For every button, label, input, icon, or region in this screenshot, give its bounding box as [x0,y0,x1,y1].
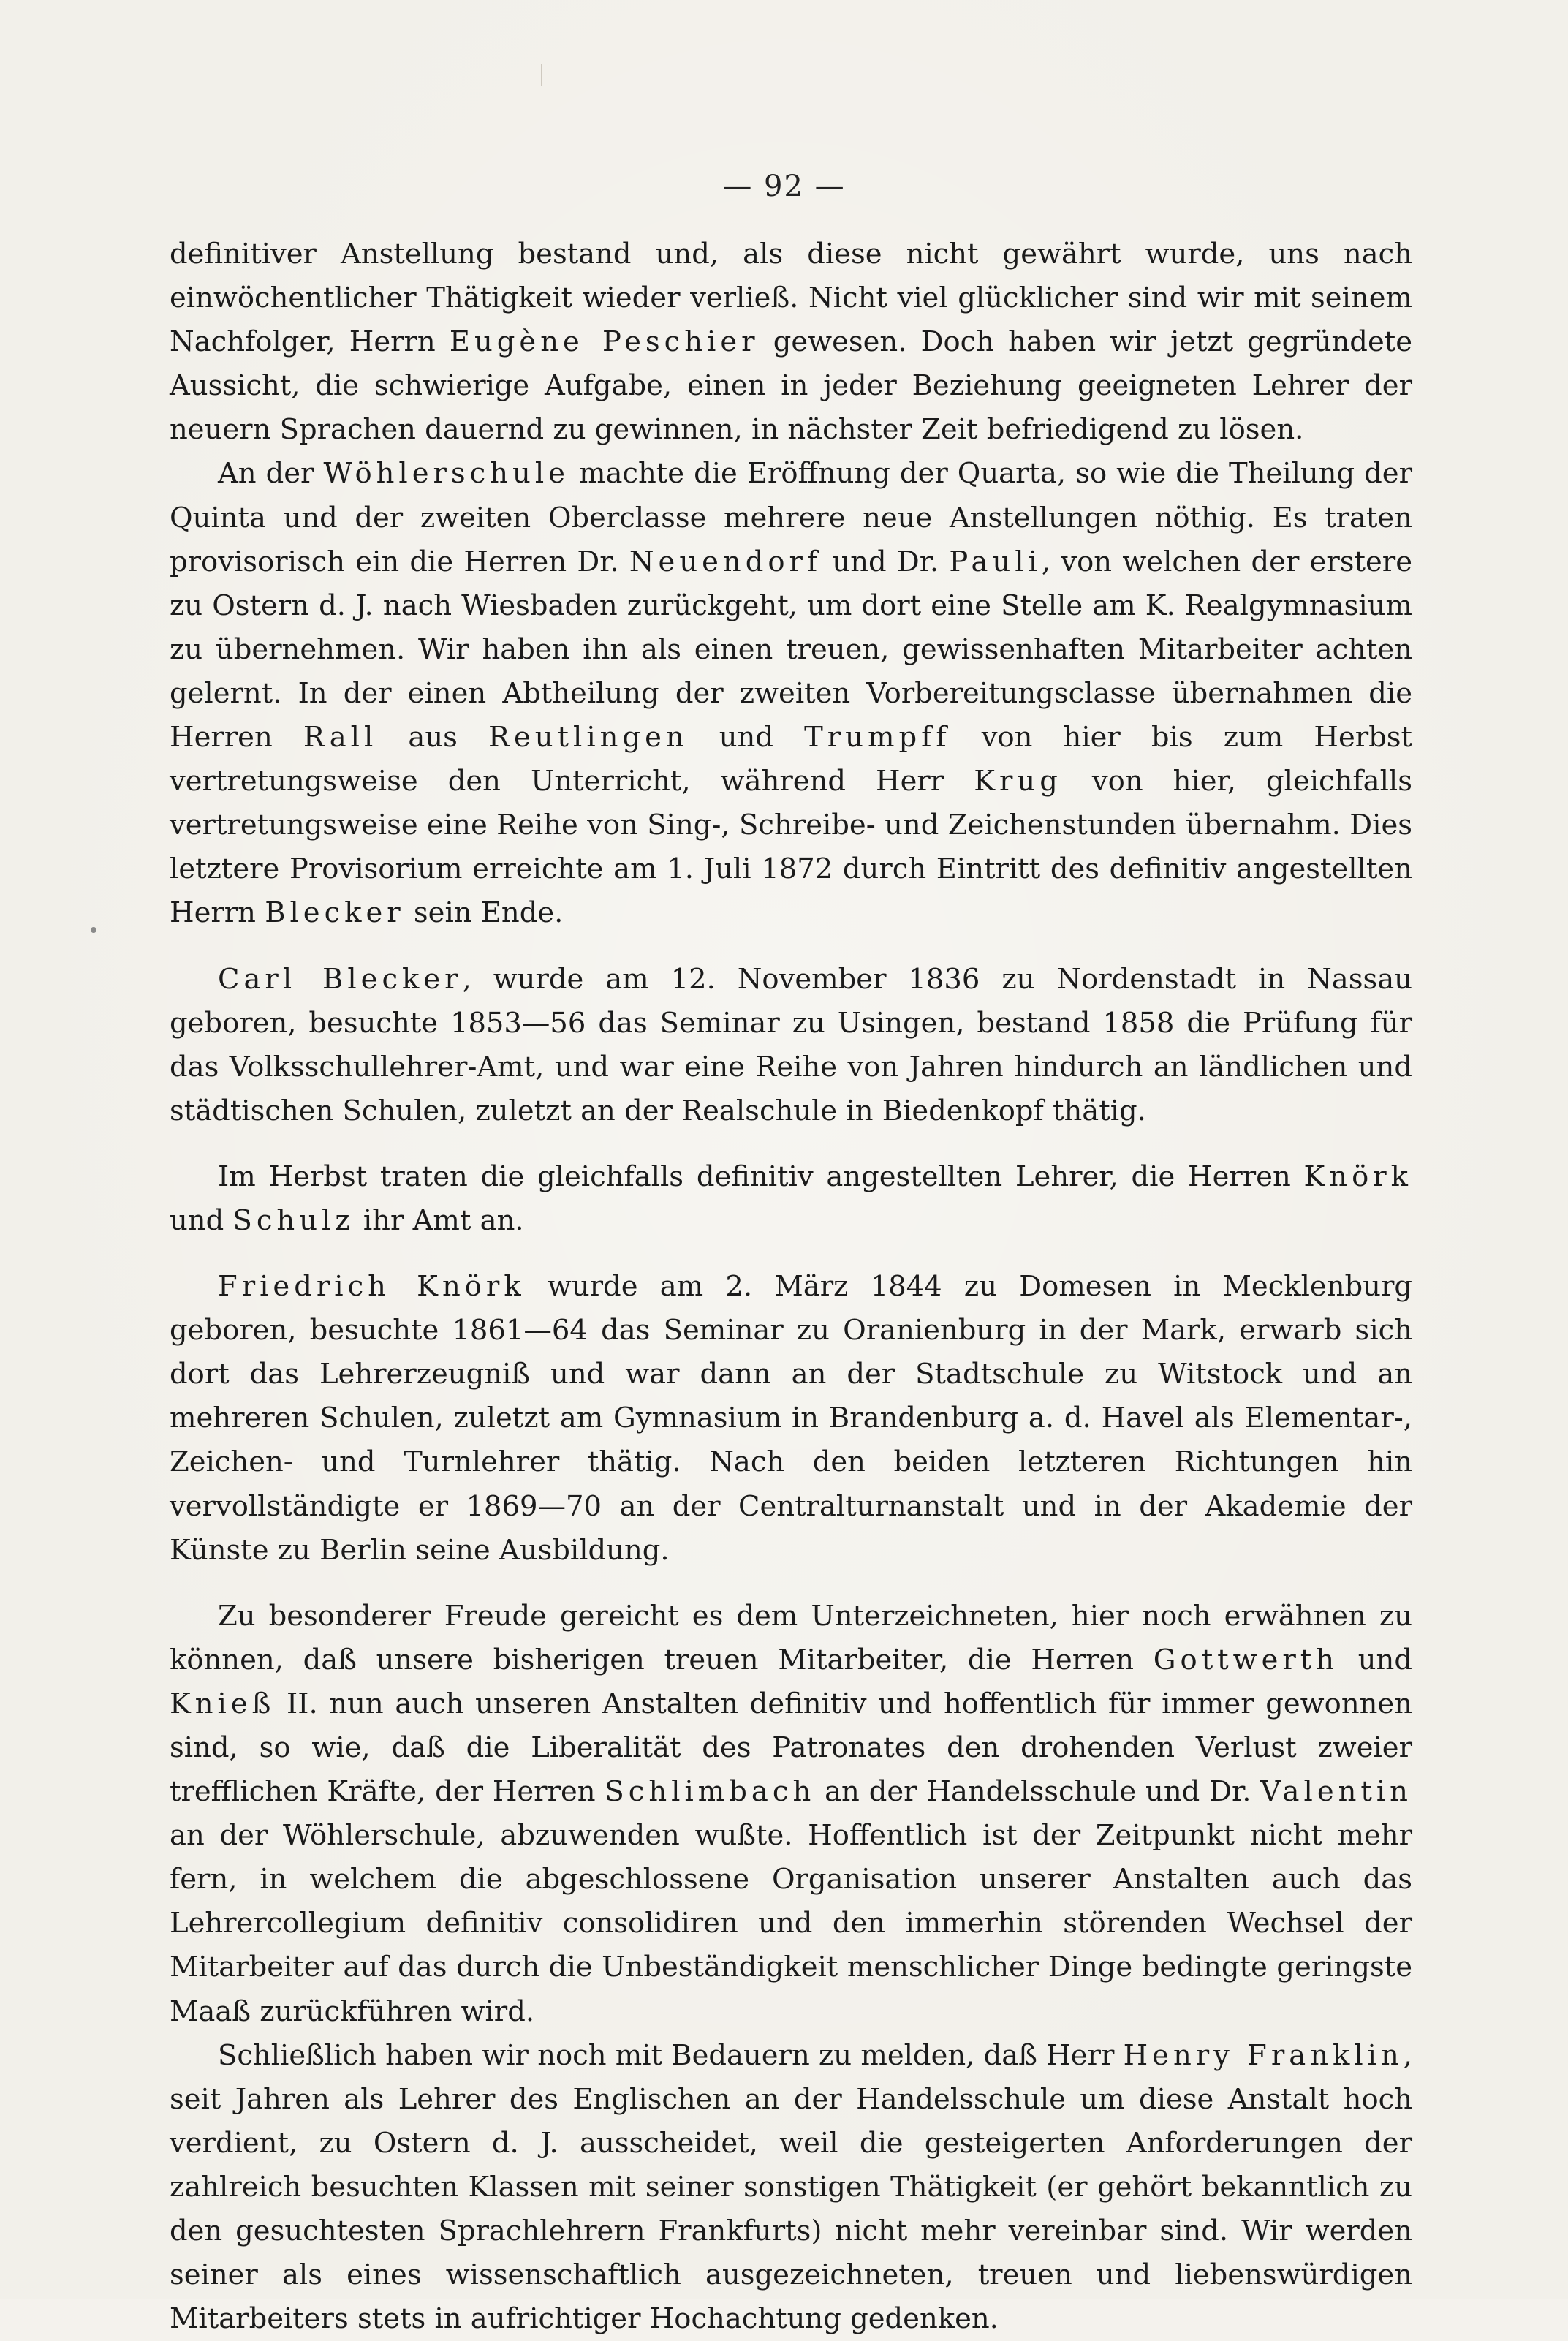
text-run: An der [218,457,324,491]
spaced-name: Blecker [265,896,405,930]
text-run: und [170,1203,233,1237]
text-run: gewesen. Doch haben wir jetzt gegründete Aussicht, die schwierige Aufgabe, einen in jeder Beziehung geeigneten Lehrer der neuern Sprachen dauernd zu gewinnen, in nächster Zeit befriedigend zu lösen. [170,325,1412,447]
paragraph [170,232,1412,452]
spaced-name: Knieß [170,1687,276,1720]
spaced-name: Knörk [1303,1160,1412,1193]
spaced-name: Schulz [232,1203,355,1237]
text-run: definitiver Anstellung bestand und, als diese nicht gewährt wurde, uns nach einwöchentlicher Thätigkeit wieder verließ. Nicht viel glücklicher sind wir mit seinem Nachfolger, Herrn [170,238,1412,359]
paper-mark [541,64,542,86]
paragraph [170,1155,1412,1243]
spaced-name: Friedrich Knörk [218,1270,526,1304]
body-text [170,232,1412,2341]
spaced-name: Henry Franklin [1123,2038,1404,2072]
text-run: machte die Eröffnung der Quarta, so wie die Theilung der Quinta und der zweiten Oberclasse mehrere neue Anstellungen nöthig. Es traten provisorisch ein die Herren Dr. [170,457,1412,578]
text-run: an der Handelsschule und Dr. [815,1775,1261,1809]
margin-dot [91,927,96,933]
spaced-name: Krug [974,765,1062,798]
spaced-name: Neuendorf [629,545,822,578]
text-run: wurde am 2. März 1844 zu Domesen in Mecklenburg geboren, besuchte 1861—64 das Seminar zu Oranienburg in der Mark, erwarb sich dort das Lehrerzeugniß und war dann an der Stadtschule zu Witstock und an mehreren Schulen, zuletzt am Gymnasium in Brandenburg a. d. Havel als Elementar-, Zeichen- und Turnlehrer thätig. Nach den beiden letzteren Richtungen hin vervollständigte er 1869—70 an der Centralturnanstalt und in der Akademie der Künste zu Berlin seine Ausbildung. [170,1270,1412,1567]
spaced-name: Pauli [949,545,1042,578]
paragraph [170,2034,1412,2341]
text-run: und [1338,1643,1412,1676]
paragraph [170,452,1412,935]
text-run: an der Wöhlerschule, abzuwenden wußte. Hoffentlich ist der Zeitpunkt nicht mehr fern, in welchem die abgeschlossene Organisation unserer Anstalten auch das Lehrercollegium definitiv consolidiren und den immerhin störenden Wechsel der Mitarbeiter auf das durch die Unbeständigkeit menschlicher Dinge bedingte geringste Maaß zurückführen wird. [170,1819,1412,2028]
page-number: — 92 — [722,170,846,203]
spaced-name: Reutlingen [488,721,689,755]
spaced-name: Eugène Peschier [449,325,760,359]
text-run: , wurde am 12. November 1836 zu Nordenstadt in Nassau geboren, besuchte 1853—56 das Seminar zu Usingen, bestand 1858 die Prüfung für das Volksschullehrer-Amt, und war eine Reihe von Jahren hindurch an ländlichen und städtischen Schulen, zuletzt an der Realschule in Biedenkopf thätig. [170,962,1412,1127]
spaced-name: Trumpff [804,721,951,755]
text-run: II. nun auch unseren Anstalten definitiv und hoffentlich für immer gewonnen sind, so wie, daß die Liberalität des Patronates den drohenden Verlust zweier trefflichen Kräfte, der Herren [170,1687,1412,1809]
text-run: und Dr. [822,545,950,578]
text-run: ihr Amt an. [354,1203,524,1237]
spaced-name: Gottwerth [1153,1643,1339,1676]
text-run: von hier, gleichfalls vertretungsweise eine Reihe von Sing-, Schreibe- und Zeichenstunden übernahm. Dies letztere Provisorium erreichte am 1. Juli 1872 durch Eintritt des definitiv angestellten Herrn [170,765,1412,930]
paragraph [170,1595,1412,2034]
spaced-name: Rall [303,721,378,755]
text-run: Schließlich haben wir noch mit Bedauern zu melden, daß Herr [218,2038,1124,2072]
text-run: , seit Jahren als Lehrer des Englischen an der Handelsschule um diese Anstalt hoch verdient, zu Ostern d. J. ausscheidet, weil die gesteigerten Anforderungen der zahlreich besuchten Klassen mit seiner sonstigen Thätigkeit (er gehört bekanntlich zu den gesuchtesten Sprachlehrern Frankfurts) nicht mehr vereinbar sind. Wir werden seiner als eines wissenschaftlich ausgezeichneten, treuen und liebenswürdigen Mitarbeiters stets in aufrichtiger Hochachtung gedenken. [170,2038,1413,2336]
spaced-name: Wöhlerschule [323,457,569,491]
text-run: aus [377,721,488,755]
text-run: Zu besonderer Freude gereicht es dem Unterzeichneten, hier noch erwähnen zu können, daß unsere bisherigen treuen Mitarbeiter, die Herren [170,1599,1412,1676]
text-run: und [688,721,805,755]
text-run: , von welchen der erstere zu Ostern d. J. nach Wiesbaden zurückgeht, um dort eine Stelle am K. Realgymnasium zu übernehmen. Wir haben ihn als einen treuen, gewissenhaften Mitarbeiter achten gelernt. In der einen Abtheilung der zweiten Vorbereitungsclasse übernahmen die Herren [170,545,1412,755]
spaced-name: Valentin [1260,1775,1412,1809]
paragraph [170,1265,1412,1573]
text-run: von hier bis zum Herbst vertretungsweise den Unterricht, während Herr [170,721,1413,798]
paragraph [170,958,1412,1133]
text-run: Im Herbst traten die gleichfalls definitiv angestellten Lehrer, die Herren [218,1160,1304,1193]
spaced-name: Schlimbach [605,1775,816,1809]
spaced-name: Carl Blecker [218,962,463,996]
text-run: sein Ende. [404,896,564,930]
